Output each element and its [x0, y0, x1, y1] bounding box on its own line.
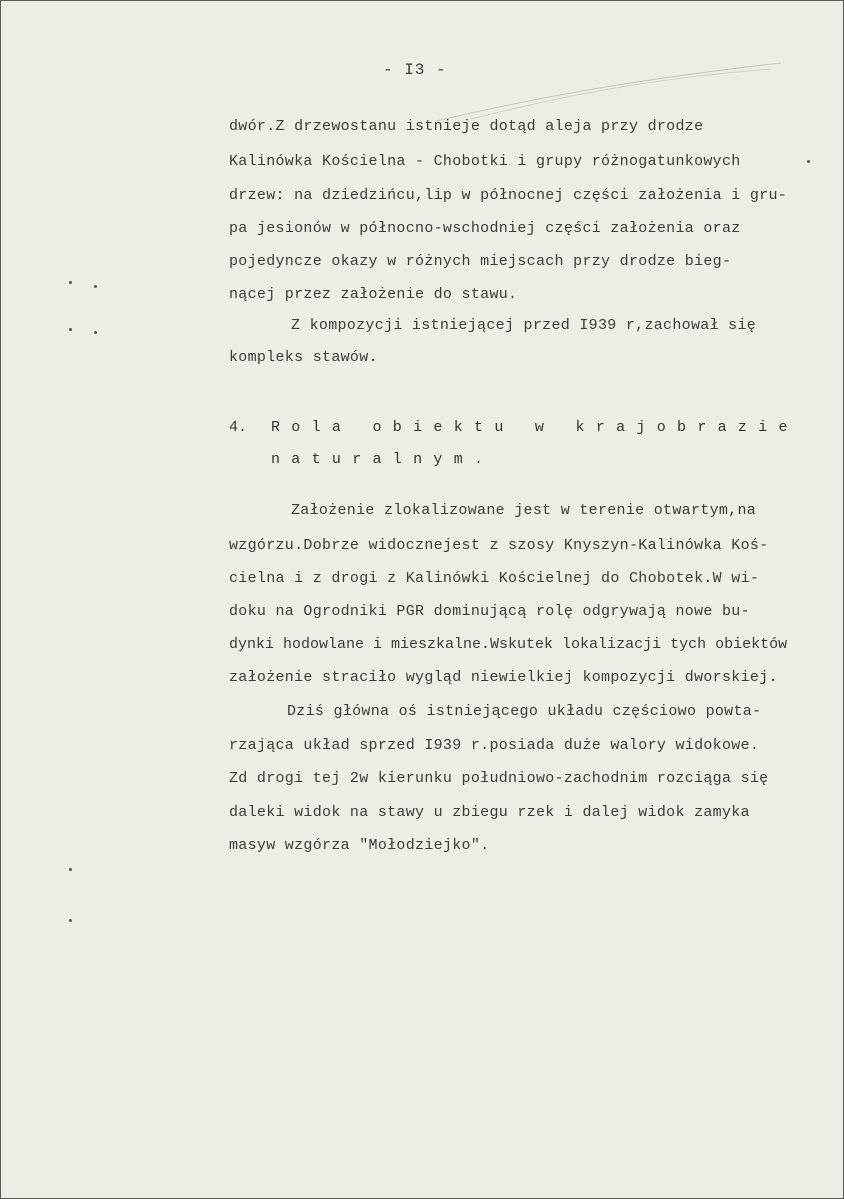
paragraph-2-line-1: Z kompozycji istniejącej przed I939 r,zachował się — [291, 317, 757, 334]
margin-mark — [69, 868, 72, 871]
paragraph-1-line-5: pojedyncze okazy w różnych miejscach przy drodze bieg- — [229, 253, 732, 270]
paragraph-4-line-2: rzająca układ sprzed I939 r.posiada duże walory widokowe. — [229, 737, 760, 754]
paragraph-4-line-5: masyw wzgórza "Mołodziejko". — [229, 837, 490, 854]
paragraph-4-line-1: Dziś główna oś istniejącego układu częściowo powta- — [287, 703, 762, 720]
paragraph-1-line-1: dwór.Z drzewostanu istnieje dotąd aleja przy drodze — [229, 118, 704, 135]
paragraph-3-line-2: wzgórzu.Dobrze widocznejest z szosy Knyszyn-Kalinówka Koś- — [229, 537, 769, 554]
section-title-line-2: naturalnym. — [271, 451, 495, 468]
paragraph-2-line-2: kompleks stawów. — [229, 349, 378, 366]
paragraph-3-line-4: doku na Ogrodniki PGR dominującą rolę odgrywają nowe bu- — [229, 603, 750, 620]
section-title-line-1: Rola obiektu w krajobrazie — [271, 419, 799, 436]
paragraph-1-line-3: drzew: na dziedzińcu,lip w północnej części założenia i gru- — [229, 187, 788, 204]
paragraph-3-line-6: założenie straciło wygląd niewielkiej kompozycji dworskiej. — [229, 669, 778, 686]
paragraph-1-line-2: Kalinówka Kościelna - Chobotki i grupy różnogatunkowych — [229, 153, 741, 170]
paragraph-3-line-1: Założenie zlokalizowane jest w terenie otwartym,na — [291, 502, 757, 519]
margin-mark — [94, 285, 97, 288]
margin-mark — [807, 160, 810, 163]
section-number: 4. — [229, 419, 248, 436]
paragraph-3-line-3: cielna i z drogi z Kalinówki Kościelnej do Chobotek.W wi- — [229, 570, 760, 587]
margin-mark — [69, 281, 72, 284]
page-number: - I3 - — [383, 61, 447, 79]
margin-mark — [69, 919, 72, 922]
margin-mark — [69, 328, 72, 331]
margin-mark — [94, 331, 97, 334]
paragraph-4-line-4: daleki widok na stawy u zbiegu rzek i dalej widok zamyka — [229, 804, 750, 821]
paragraph-1-line-6: nącej przez założenie do stawu. — [229, 286, 518, 303]
paragraph-4-line-3: Zd drogi tej 2w kierunku południowo-zachodnim rozciąga się — [229, 770, 769, 787]
paragraph-3-line-5: dynki hodowlane i mieszkalne.Wskutek lokalizacji tych obiektów — [229, 636, 788, 653]
paragraph-1-line-4: pa jesionów w północno-wschodniej części założenia oraz — [229, 220, 741, 237]
